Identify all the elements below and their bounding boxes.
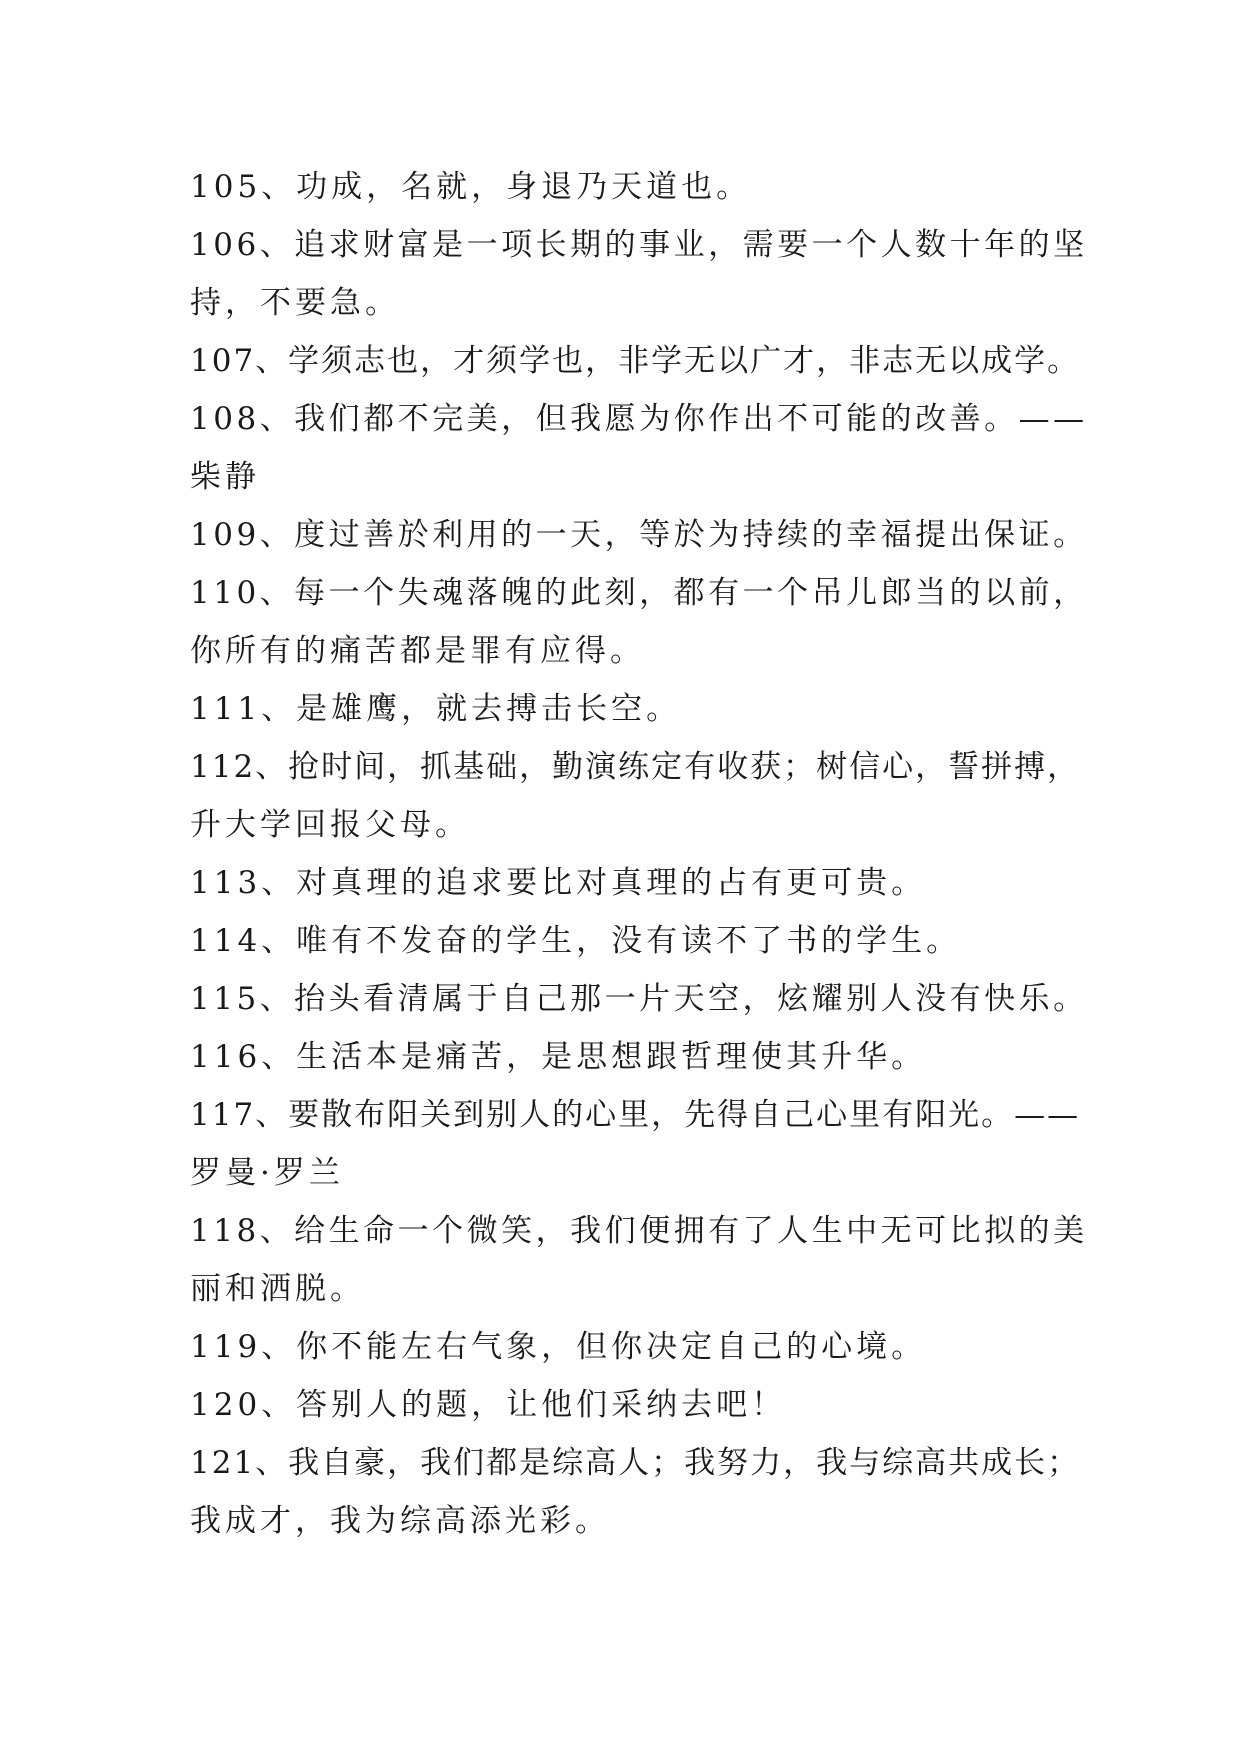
text-line: 119、你不能左右气象，但你决定自己的心境。 — [190, 1329, 927, 1365]
text-line: 113、对真理的追求要比对真理的占有更可贵。 — [190, 865, 927, 901]
text-line: 117、要散布阳关到别人的心里，先得自己心里有阳光。—— — [190, 1097, 1081, 1133]
text-line: 109、度过善於利用的一天，等於为持续的幸福提出保证。 — [190, 517, 1088, 553]
text-line: 持，不要急。 — [190, 285, 400, 321]
text-line: 升大学回报父母。 — [190, 807, 470, 843]
text-line: 柴静 — [190, 459, 260, 495]
text-line: 116、生活本是痛苦，是思想跟哲理使其升华。 — [190, 1039, 927, 1075]
text-line: 114、唯有不发奋的学生，没有读不了书的学生。 — [190, 923, 962, 959]
text-line: 120、答别人的题，让他们采纳去吧！ — [190, 1387, 787, 1423]
text-line: 111、是雄鹰，就去搏击长空。 — [190, 691, 682, 727]
text-line: 106、追求财富是一项长期的事业，需要一个人数十年的坚 — [190, 227, 1088, 263]
text-line: 118、给生命一个微笑，我们便拥有了人生中无可比拟的美 — [190, 1213, 1088, 1249]
text-line: 你所有的痛苦都是罪有应得。 — [190, 633, 645, 669]
text-line: 我成才，我为综高添光彩。 — [190, 1503, 610, 1539]
text-line: 罗曼·罗兰 — [190, 1155, 344, 1191]
text-line: 108、我们都不完美，但我愿为你作出不可能的改善。—— — [190, 401, 1088, 437]
text-line: 112、抢时间，抓基础，勤演练定有收获；树信心，誓拼搏， — [190, 749, 1081, 785]
text-body — [190, 158, 1090, 1550]
text-line: 121、我自豪，我们都是综高人；我努力，我与综高共成长； — [190, 1445, 1081, 1481]
text-line: 105、功成，名就，身退乃天道也。 — [190, 169, 752, 205]
text-line: 丽和洒脱。 — [190, 1271, 365, 1307]
text-line: 110、每一个失魂落魄的此刻，都有一个吊儿郎当的以前， — [190, 575, 1088, 611]
text-line: 115、抬头看清属于自己那一片天空，炫耀别人没有快乐。 — [190, 981, 1088, 1017]
text-line: 107、学须志也，才须学也，非学无以广才，非志无以成学。 — [190, 343, 1081, 379]
